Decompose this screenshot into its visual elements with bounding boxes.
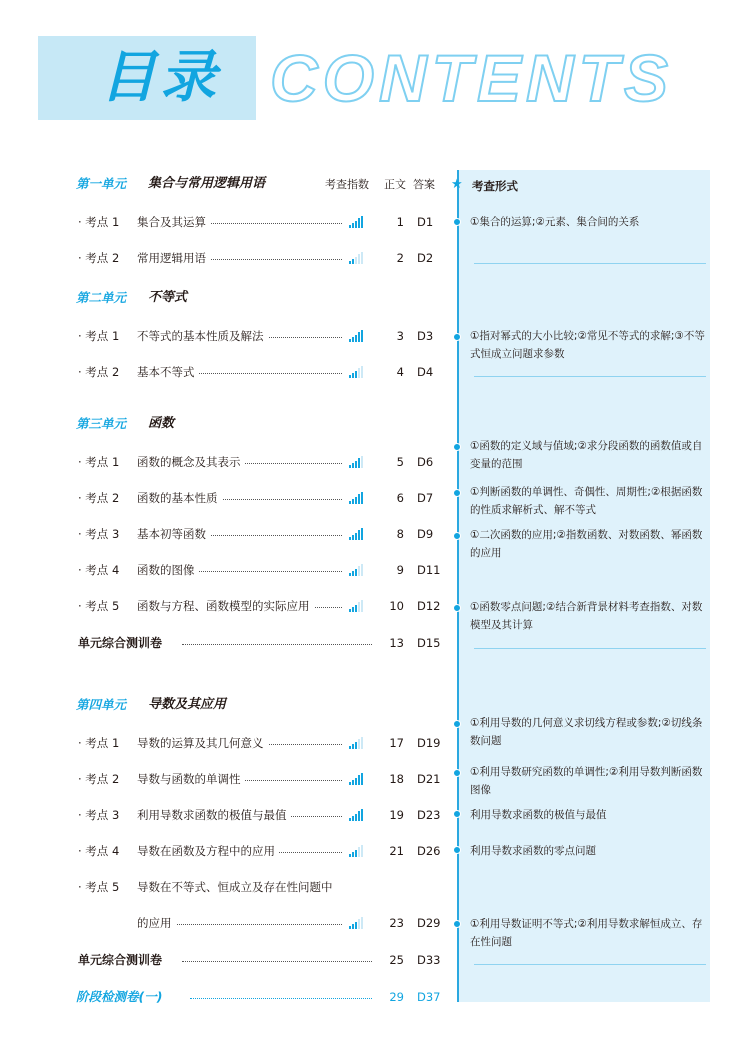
assessment-description: ①利用导数证明不等式;②利用导数求解恒成立、存在性问题	[470, 918, 703, 948]
page-number: 5	[396, 455, 404, 469]
signal-bar	[358, 566, 360, 576]
signal-bar	[361, 600, 363, 612]
assessment-panel-title: 考查形式	[472, 179, 518, 193]
topic-label: · 考点 1	[78, 736, 120, 750]
answer-page: D21	[417, 772, 441, 786]
topic-title[interactable]: 基本初等函数	[137, 526, 210, 542]
signal-bar	[358, 811, 360, 821]
column-header-answer: 答案	[413, 178, 435, 191]
signal-bar	[349, 465, 351, 468]
page-number: 19	[389, 808, 404, 822]
page-number: 8	[396, 527, 404, 541]
topic-label: · 考点 4	[78, 844, 120, 858]
signal-bar	[358, 254, 360, 264]
timeline-dot	[453, 489, 461, 497]
signal-bar	[352, 607, 354, 612]
topic-title[interactable]: 不等式的基本性质及解法	[137, 328, 268, 344]
signal-bar	[358, 332, 360, 342]
answer-page: D7	[417, 491, 434, 505]
answer-page: D29	[417, 916, 441, 930]
signal-bar	[355, 533, 357, 540]
signal-bar	[355, 221, 357, 228]
signal-bar	[352, 337, 354, 342]
timeline-dot	[453, 604, 461, 612]
answer-page: D11	[417, 563, 441, 577]
page-number: 2	[396, 251, 404, 265]
page-number: 18	[389, 772, 404, 786]
column-header-index: 考查指数	[325, 178, 369, 191]
signal-bar	[355, 371, 357, 378]
signal-bar	[361, 773, 363, 785]
timeline-dot	[453, 443, 461, 451]
signal-bar	[355, 814, 357, 821]
topic-label: · 考点 3	[78, 527, 120, 541]
answer-page: D37	[417, 990, 441, 1004]
topic-label: · 考点 2	[78, 772, 120, 786]
signal-bar	[361, 809, 363, 821]
dotted-leader	[182, 644, 372, 645]
signal-bar	[358, 530, 360, 540]
answer-page: D9	[417, 527, 434, 541]
frequency-signal-icon	[349, 600, 365, 612]
signal-bar	[355, 742, 357, 749]
topic-title[interactable]: 利用导数求函数的极值与最值	[137, 807, 291, 823]
assessment-description: 利用导数求函数的零点问题	[470, 845, 596, 857]
answer-page: D12	[417, 599, 441, 613]
unit-test-link[interactable]: 单元综合测训卷	[78, 636, 163, 650]
timeline-dot	[453, 218, 461, 226]
topic-label: · 考点 3	[78, 808, 120, 822]
signal-bar	[349, 854, 351, 857]
topic-title[interactable]: 函数的基本性质	[137, 490, 222, 506]
signal-bar	[355, 497, 357, 504]
answer-page: D15	[417, 636, 441, 650]
signal-bar	[352, 852, 354, 857]
signal-bar	[349, 818, 351, 821]
signal-bar	[352, 373, 354, 378]
answer-page: D3	[417, 329, 434, 343]
topic-label: · 考点 2	[78, 491, 120, 505]
signal-bar	[352, 816, 354, 821]
signal-bar	[361, 528, 363, 540]
page-number: 3	[396, 329, 404, 343]
frequency-signal-icon	[349, 773, 365, 785]
topic-label: · 考点 5	[78, 880, 120, 894]
unit-1-label: 第一单元	[76, 176, 127, 191]
signal-bar	[352, 259, 354, 264]
signal-bar	[355, 605, 357, 612]
signal-bar	[349, 609, 351, 612]
signal-bar	[352, 499, 354, 504]
signal-bar	[361, 564, 363, 576]
topic-label: · 考点 2	[78, 251, 120, 265]
assessment-description: ①指对幂式的大小比较;②常见不等式的求解;③不等式恒成立问题求参数	[470, 330, 705, 360]
frequency-signal-icon	[349, 366, 365, 378]
signal-bar	[361, 917, 363, 929]
timeline-dot	[453, 333, 461, 341]
signal-bar	[361, 456, 363, 468]
timeline-dot	[453, 720, 461, 728]
frequency-signal-icon	[349, 216, 365, 228]
topic-label: · 考点 5	[78, 599, 120, 613]
frequency-signal-icon	[349, 845, 365, 857]
dotted-leader	[190, 998, 372, 999]
signal-bar	[361, 845, 363, 857]
signal-bar	[349, 501, 351, 504]
topic-title-continued[interactable]: 的应用	[137, 915, 176, 931]
timeline-dot	[453, 920, 461, 928]
timeline-dot	[453, 810, 461, 818]
signal-bar	[352, 463, 354, 468]
signal-bar	[358, 494, 360, 504]
page-number: 25	[389, 953, 404, 967]
topic-title[interactable]: 导数的运算及其几何意义	[137, 735, 268, 751]
signal-bar	[349, 225, 351, 228]
dotted-leader	[182, 961, 372, 962]
frequency-signal-icon	[349, 917, 365, 929]
frequency-signal-icon	[349, 252, 365, 264]
signal-bar	[355, 922, 357, 929]
star-icon: ★	[451, 177, 463, 192]
page-number: 21	[389, 844, 404, 858]
assessment-description: ①集合的运算;②元素、集合间的关系	[470, 216, 640, 228]
signal-bar	[358, 919, 360, 929]
signal-bar	[355, 778, 357, 785]
signal-bar	[358, 739, 360, 749]
page-title-english: CONTENTS	[270, 41, 673, 115]
topic-title[interactable]: 函数与方程、函数模型的实际应用	[137, 598, 314, 614]
topic-title[interactable]: 导数与函数的单调性	[137, 771, 245, 787]
signal-bar	[349, 782, 351, 785]
topic-label: · 考点 1	[78, 215, 120, 229]
page-number: 1	[396, 215, 404, 229]
signal-bar	[358, 218, 360, 228]
answer-page: D33	[417, 953, 441, 967]
answer-page: D26	[417, 844, 441, 858]
signal-bar	[358, 368, 360, 378]
assessment-description: ①利用导数的几何意义求切线方程或参数;②切线条数问题	[470, 717, 703, 747]
frequency-signal-icon	[349, 528, 365, 540]
frequency-signal-icon	[349, 492, 365, 504]
assessment-description: ①函数的定义域与值域;②求分段函数的函数值或自变量的范围	[470, 440, 703, 470]
panel-divider	[474, 964, 706, 965]
timeline-line	[457, 170, 459, 1002]
assessment-description: ①利用导数研究函数的单调性;②利用导数判断函数图像	[470, 766, 703, 796]
signal-bar	[352, 924, 354, 929]
timeline-dot	[453, 769, 461, 777]
unit-2-title: 不等式	[148, 290, 188, 305]
answer-page: D19	[417, 736, 441, 750]
signal-bar	[355, 257, 357, 264]
signal-bar	[352, 571, 354, 576]
assessment-description: ①二次函数的应用;②指数函数、对数函数、幂函数的应用	[470, 529, 703, 559]
page-number: 10	[389, 599, 404, 613]
signal-bar	[355, 850, 357, 857]
unit-3-title: 函数	[148, 416, 175, 431]
answer-page: D23	[417, 808, 441, 822]
answer-page: D1	[417, 215, 434, 229]
topic-label: · 考点 1	[78, 329, 120, 343]
signal-bar	[349, 926, 351, 929]
unit-test-link[interactable]: 单元综合测训卷	[78, 953, 163, 967]
assessment-description: 利用导数求函数的极值与最值	[470, 809, 607, 821]
topic-title[interactable]: 基本不等式	[137, 364, 199, 380]
signal-bar	[349, 573, 351, 576]
signal-bar	[352, 744, 354, 749]
page-number: 4	[396, 365, 404, 379]
signal-bar	[352, 535, 354, 540]
signal-bar	[349, 375, 351, 378]
unit-1-title: 集合与常用逻辑用语	[148, 176, 266, 191]
topic-title[interactable]: 函数的图像	[137, 562, 199, 578]
page-number: 9	[396, 563, 404, 577]
signal-bar	[358, 602, 360, 612]
signal-bar	[358, 775, 360, 785]
timeline-dot	[453, 846, 461, 854]
signal-bar	[349, 339, 351, 342]
signal-bar	[349, 261, 351, 264]
signal-bar	[352, 223, 354, 228]
page-number: 17	[389, 736, 404, 750]
topic-title[interactable]: 函数的概念及其表示	[137, 454, 245, 470]
signal-bar	[361, 252, 363, 264]
panel-divider	[474, 263, 706, 264]
page-number: 29	[389, 990, 404, 1004]
page-number: 13	[389, 636, 404, 650]
signal-bar	[361, 330, 363, 342]
topic-label: · 考点 4	[78, 563, 120, 577]
topic-title[interactable]: 导数在不等式、恒成立及存在性问题中	[137, 879, 337, 895]
answer-page: D4	[417, 365, 434, 379]
frequency-signal-icon	[349, 809, 365, 821]
frequency-signal-icon	[349, 456, 365, 468]
signal-bar	[361, 366, 363, 378]
topic-title[interactable]: 常用逻辑用语	[137, 250, 210, 266]
column-header-text: 正文	[384, 178, 406, 191]
signal-bar	[361, 492, 363, 504]
page-number: 6	[396, 491, 404, 505]
assessment-description: ①判断函数的单调性、奇偶性、周期性;②根据函数的性质求解析式、解不等式	[470, 486, 703, 516]
unit-3-label: 第三单元	[76, 416, 127, 431]
answer-page: D6	[417, 455, 434, 469]
signal-bar	[355, 569, 357, 576]
signal-bar	[349, 746, 351, 749]
signal-bar	[352, 780, 354, 785]
topic-title[interactable]: 集合及其运算	[137, 214, 210, 230]
unit-2-label: 第二单元	[76, 290, 127, 305]
assessment-panel	[458, 170, 710, 1002]
panel-divider	[474, 648, 706, 649]
topic-label: · 考点 1	[78, 455, 120, 469]
unit-4-label: 第四单元	[76, 697, 127, 712]
assessment-description: ①函数零点问题;②结合新背景材料考查指数、对数模型及其计算	[470, 601, 703, 631]
signal-bar	[361, 216, 363, 228]
page-number: 23	[389, 916, 404, 930]
frequency-signal-icon	[349, 737, 365, 749]
signal-bar	[355, 461, 357, 468]
signal-bar	[349, 537, 351, 540]
panel-divider	[474, 376, 706, 377]
signal-bar	[358, 847, 360, 857]
signal-bar	[355, 335, 357, 342]
dotted-leader	[150, 924, 342, 925]
signal-bar	[361, 737, 363, 749]
frequency-signal-icon	[349, 564, 365, 576]
signal-bar	[358, 458, 360, 468]
topic-title[interactable]: 导数在函数及方程中的应用	[137, 843, 279, 859]
timeline-dot	[453, 532, 461, 540]
unit-4-title: 导数及其应用	[148, 697, 227, 712]
page-title: 目录	[100, 45, 220, 110]
stage-test-label[interactable]: 阶段检测卷(一)	[76, 989, 163, 1004]
topic-label: · 考点 2	[78, 365, 120, 379]
answer-page: D2	[417, 251, 434, 265]
frequency-signal-icon	[349, 330, 365, 342]
